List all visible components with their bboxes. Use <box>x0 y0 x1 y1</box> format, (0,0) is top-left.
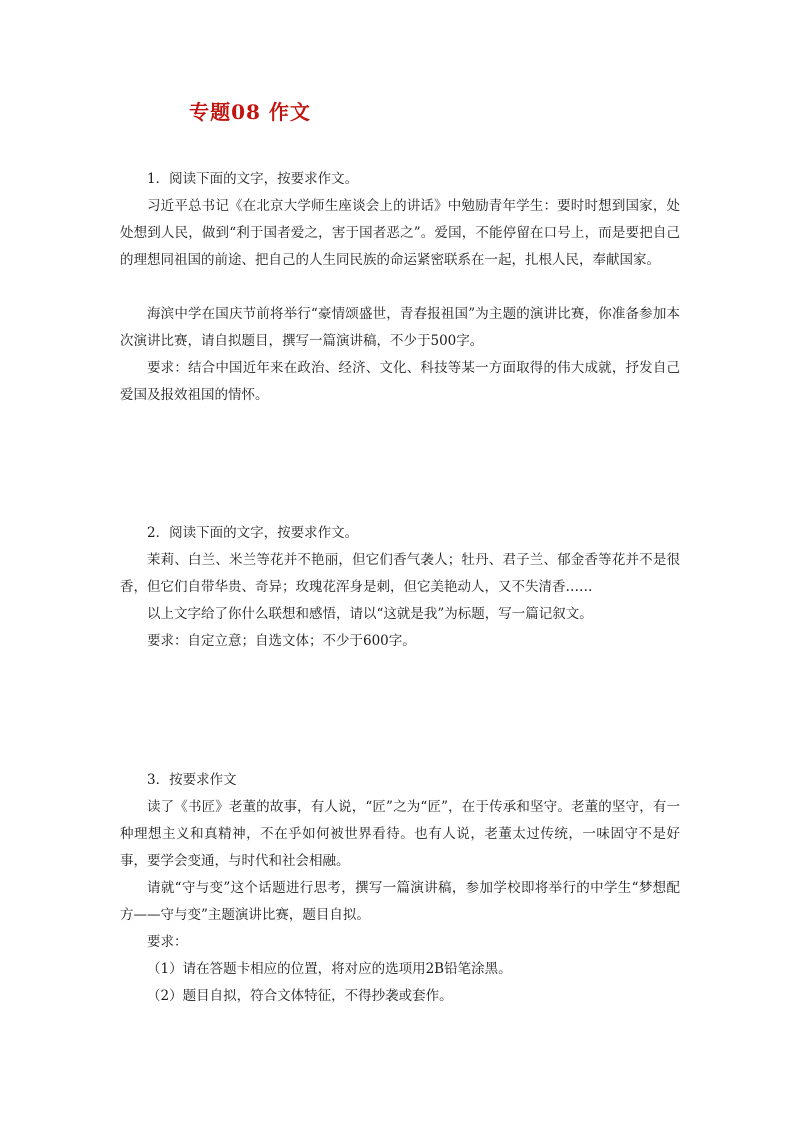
q1-paragraph-2: 海滨中学在国庆节前将举行“豪情颂盛世，青春报祖国”为主题的演讲比赛，你准备参加本次演讲比赛，请自拟题目，撰写一篇演讲稿，不少于500字。 <box>120 306 680 349</box>
q3-paragraph-1: 读了《书匠》老董的故事，有人说，“匠”之为“匠”，在于传承和坚守。老董的坚守，有一种理想主义和真精神，不在乎如何被世界看待。也有人说，老董太过传统，一味固守不是好事，要学会变通，与时代和社会相融。 <box>120 799 680 869</box>
q3-requirement-1: （1）请在答题卡相应的位置，将对应的选项用2B铅笔涂黑。 <box>147 961 512 977</box>
q3-paragraph-2: 请就“守与变”这个话题进行思考，撰写一篇演讲稿，参加学校即将举行的中学生“梦想配方——守与变”主题演讲比赛，题目自拟。 <box>120 880 680 923</box>
q3-heading: 3．按要求作文 <box>147 772 237 788</box>
q3-requirement-label: 要求： <box>147 934 188 950</box>
q3-requirement-2: （2）题目自拟，符合文体特征，不得抄袭或套作。 <box>147 988 453 1004</box>
q2-paragraph-1: 茉莉、白兰、米兰等花并不艳丽，但它们香气袭人；牡丹、君子兰、郁金香等花并不是很香，但它们自带华贵、奇异；玫瑰花浑身是刺，但它美艳动人，又不失清香…… <box>120 552 680 595</box>
q1-requirement: 要求：结合中国近年来在政治、经济、文化、科技等某一方面取得的伟大成就，抒发自己爱国及报效祖国的情怀。 <box>120 360 680 403</box>
q2-heading: 2．阅读下面的文字，按要求作文。 <box>147 525 359 541</box>
q2-paragraph-2: 以上文字给了你什么联想和感悟，请以“这就是我”为标题，写一篇记叙文。 <box>147 606 593 622</box>
q1-heading: 1．阅读下面的文字，按要求作文。 <box>147 171 359 187</box>
q2-requirement: 要求：自定立意；自选文体；不少于600字。 <box>147 633 416 649</box>
page-title: 专题08 作文 <box>189 100 311 124</box>
q1-paragraph-1: 习近平总书记《在北京大学师生座谈会上的讲话》中勉励青年学生：要时时想到国家，处处想到人民，做到“利于国者爱之，害于国者恶之”。爱国，不能停留在口号上，而是要把自己的理想同祖国的前途、把自己的人生同民族的命运紧密联系在一起，扎根人民，奉献国家。 <box>120 198 680 268</box>
